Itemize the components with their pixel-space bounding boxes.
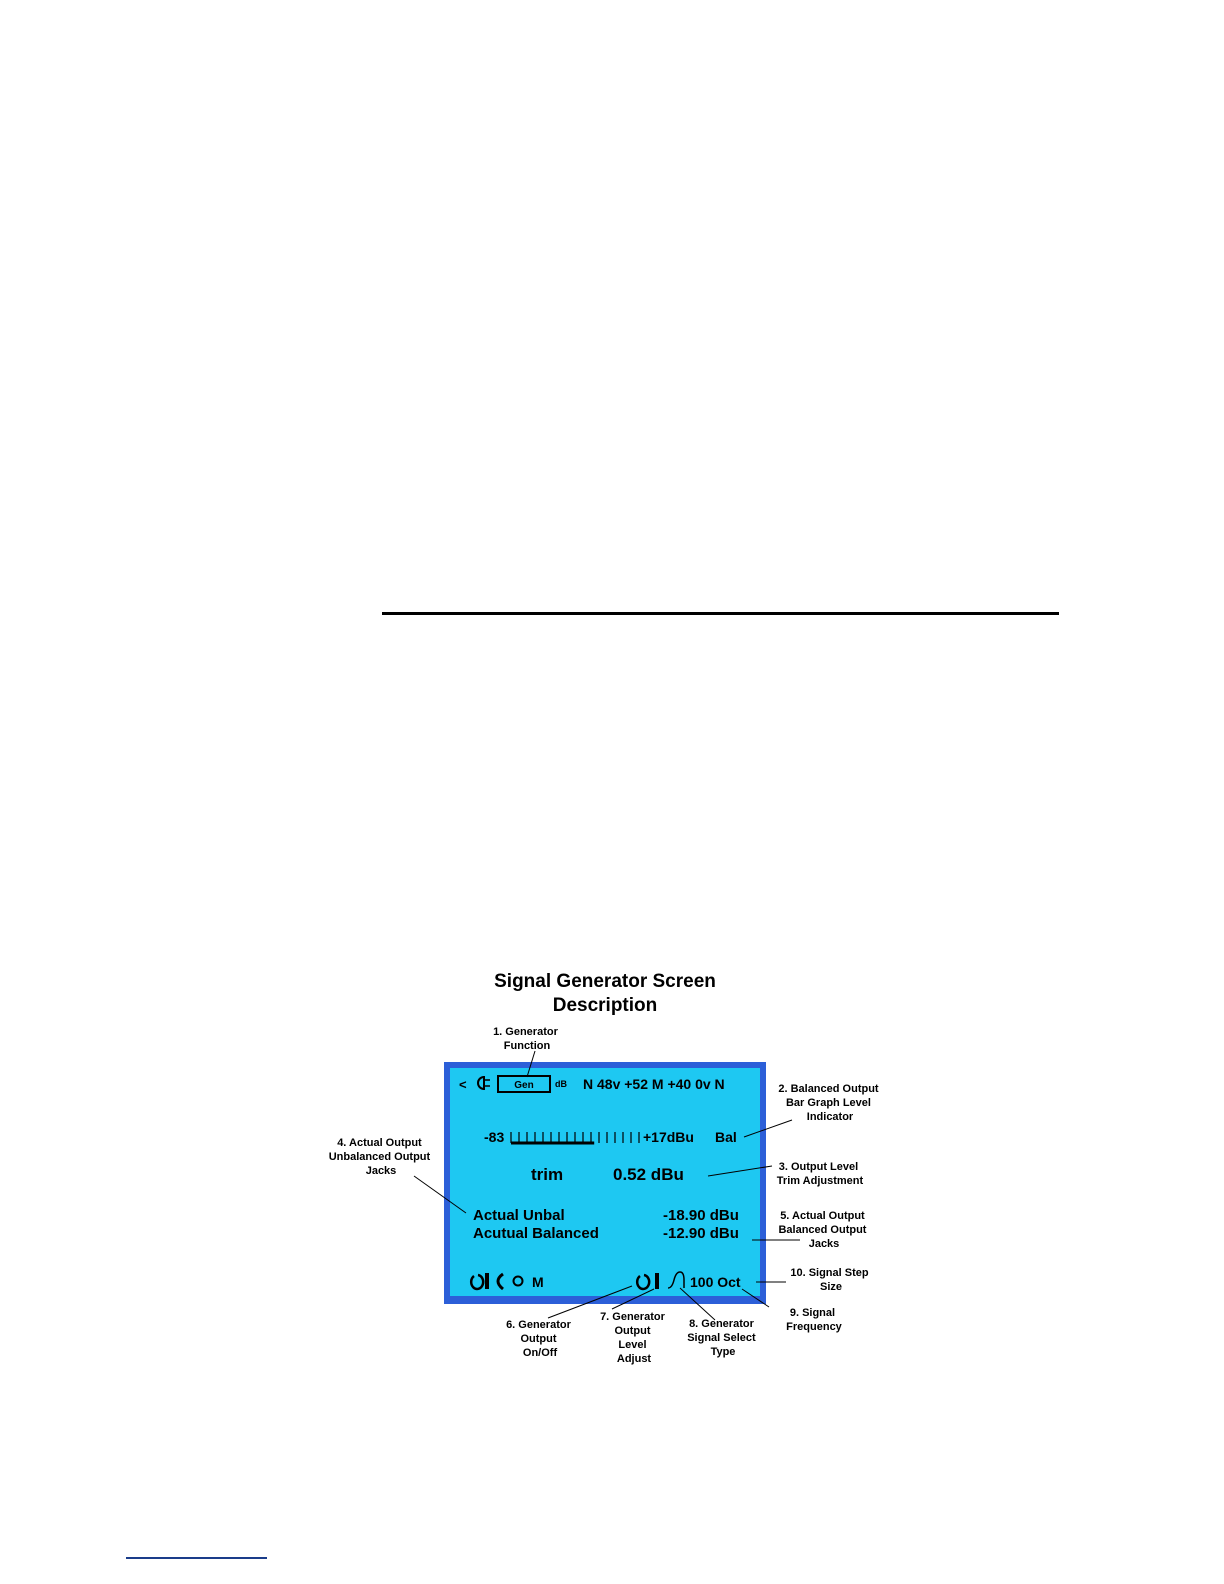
trim-value[interactable]: 0.52 dBu [613, 1165, 684, 1184]
title-line-2: Description [552, 995, 658, 1016]
back-arrow-icon[interactable]: < [459, 1077, 467, 1092]
bar-min-label: -83 [484, 1129, 505, 1145]
annotation-3: 3. Output Level Trim Adjustment [776, 1161, 864, 1187]
screen-display [450, 1068, 760, 1296]
footnote-rule [126, 1557, 267, 1559]
step-value[interactable]: 100 Oct [690, 1274, 741, 1290]
bottom-mode-label: M [532, 1274, 544, 1290]
annotation-10: 10. Signal Step Size [790, 1267, 869, 1293]
title-line-1: Signal Generator Screen [494, 971, 716, 992]
status-readout: N 48v +52 M +40 0v N [583, 1076, 725, 1092]
annotation-6: 6. Generator Output On/Off [506, 1319, 571, 1359]
db-label: dB [555, 1079, 567, 1089]
bar-max-label: +17dBu [643, 1129, 694, 1145]
bar-channel-label: Bal [715, 1129, 737, 1145]
annotation-1: 1. Generator Function [493, 1026, 558, 1052]
annotation-9: 9. Signal Frequency [786, 1307, 842, 1333]
annotation-4: 4. Actual Output Unbalanced Output Jacks [328, 1137, 431, 1177]
trim-label: trim [531, 1165, 564, 1184]
unbal-label: Actual Unbal [473, 1207, 565, 1224]
annotation-8: 8. Generator Signal Select Type [687, 1318, 756, 1358]
annotation-5: 5. Actual Output Balanced Output Jacks [778, 1210, 867, 1250]
mode-label: Gen [514, 1080, 534, 1091]
unbal-value: -18.90 dBu [663, 1207, 739, 1224]
annotation-2: 2. Balanced Output Bar Graph Level Indicator [778, 1083, 879, 1123]
bal-value: -12.90 dBu [663, 1225, 739, 1242]
annotation-7: 7. Generator Output Level Adjust [600, 1311, 665, 1365]
bal-label: Acutual Balanced [473, 1225, 599, 1242]
